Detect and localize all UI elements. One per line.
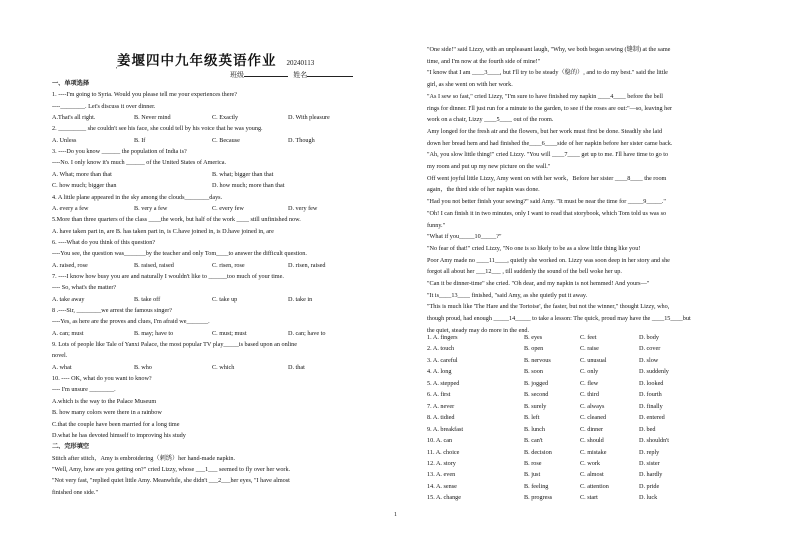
choice-option[interactable]: A. raised, rose: [52, 261, 88, 269]
question-line: 8 .----Sir, ________we arrest the famous singer?: [52, 307, 173, 314]
answer-option[interactable]: C. flew: [580, 379, 599, 387]
answer-option[interactable]: B. left: [524, 414, 540, 422]
question-line: 9. Lots of people like Tale of Yanxi Palace, the most popular TV play_____is based upon an online: [52, 341, 297, 349]
answer-option[interactable]: D. reply: [639, 448, 660, 456]
answer-option[interactable]: 5. A. stepped: [427, 379, 460, 387]
worksheet-title: [117, 49, 314, 69]
passage-line: girl, as she went on with her work.: [427, 81, 513, 89]
answer-option[interactable]: D. fourth: [639, 391, 662, 399]
choice-option[interactable]: B. raised, raised: [134, 261, 174, 269]
title-text: 姜堰四中九年级英语作业: [117, 53, 277, 68]
question-line: novel.: [52, 352, 68, 360]
choice-option[interactable]: A. What; more than that: [52, 170, 112, 178]
choice-option[interactable]: C. Exactly: [212, 114, 239, 122]
answer-option[interactable]: B. soon: [524, 368, 543, 376]
choice-option[interactable]: D. that: [288, 363, 305, 371]
choice-option[interactable]: C. take up: [212, 295, 238, 303]
question-line: ---- I'm unsure ________.: [52, 386, 116, 394]
stray-mark: ': [116, 66, 118, 74]
question-line: ----You see, the question was_______by the teacher and only Tom____to answer the difficult question.: [52, 250, 307, 258]
choice-option[interactable]: C. which: [212, 363, 235, 371]
section-heading: 一、单项选择: [52, 80, 90, 87]
answer-option[interactable]: D. finally: [639, 402, 663, 410]
choice-option[interactable]: C. must; must: [212, 329, 247, 337]
answer-option[interactable]: C. unusual: [580, 356, 607, 364]
choice-option[interactable]: A. take away: [52, 295, 85, 303]
question-line: 10. ---- OK, what do you want to know?: [52, 375, 152, 383]
question-line: ----________. Let's discuss it over dinner.: [52, 102, 156, 110]
name-blank[interactable]: [307, 69, 353, 77]
name-label: 姓名: [293, 71, 308, 79]
passage-line: "It is____13____ finished, "said Amy, as she quietly put it away.: [427, 291, 588, 299]
passage-line: again，the third side of her napkin was done.: [427, 186, 540, 194]
question-line: ----No. I only know it's much ______ of the United States of America.: [52, 159, 226, 167]
answer-option[interactable]: B. progress: [524, 494, 553, 502]
answer-option[interactable]: D. luck: [639, 494, 658, 502]
question-line: "Well, Amy, how are you getting on?" cried Lizzy, whose ___1___ seemed to fly over her work.: [52, 465, 291, 473]
answer-option[interactable]: D. suddenly: [639, 368, 669, 376]
answer-option[interactable]: C. should: [580, 437, 604, 445]
question-line: 4. A little plane appeared in the sky among the clouds________days.: [52, 193, 223, 201]
answer-option[interactable]: C. always: [580, 402, 605, 410]
answer-option[interactable]: C. dinner: [580, 425, 604, 433]
answer-option[interactable]: B. second: [524, 391, 549, 399]
answer-option[interactable]: 7. A. never: [427, 402, 455, 410]
answer-option[interactable]: C. start: [580, 494, 598, 502]
question-line: 1. ----I'm going to Syria. Would you please tell me your experiences there?: [52, 91, 238, 99]
class-blank[interactable]: [244, 69, 288, 77]
passage-line: "As I sew so fast," cried Lizzy, "I'm sure to have finished my napkin ____4____ before the bell: [427, 92, 663, 100]
answer-option[interactable]: D. body: [639, 334, 659, 341]
answer-option[interactable]: D. bed: [639, 425, 656, 433]
answer-option[interactable]: 6. A. first: [427, 391, 451, 399]
answer-option[interactable]: D. hardly: [639, 471, 663, 479]
answer-option[interactable]: C. third: [580, 391, 599, 399]
question-line: 7. ----I know how busy you are and naturally I wouldn't like to ______too much of your time.: [52, 272, 284, 280]
answer-option[interactable]: B. rose: [524, 459, 542, 467]
choice-option[interactable]: D. very few: [288, 204, 318, 212]
passage-line: "No fear of that!" cried Lizzy, "No one is so likely to be as a slow little thing like you!: [427, 244, 641, 252]
passage-line: "What if you_____10_____?": [427, 233, 502, 241]
title-date: 20240113: [286, 59, 315, 67]
question-line: C.that the couple have been married for a long time: [52, 420, 180, 428]
answer-option[interactable]: 1. A. fingers: [427, 334, 458, 341]
answer-option[interactable]: B. surely: [524, 402, 547, 410]
answer-option[interactable]: 14. A. sense: [427, 482, 457, 490]
question-line: 6. ----What do you think of this question?: [52, 238, 156, 246]
passage-line: "Can it be dinner-time" she cried. "Oh dear, and my napkin is not hemmed! And yours—": [427, 280, 650, 287]
question-line: ----Yes, as here are the proves and clues, I'm afraid we_______.: [52, 318, 210, 326]
choice-option[interactable]: D. can; have to: [288, 329, 326, 337]
answer-option[interactable]: 8. A. tidied: [427, 414, 455, 422]
answer-option[interactable]: C. mistake: [580, 448, 607, 456]
passage-line: rings for dinner. I'll just run for a minute to the garden, to see if the roses are out:"—so, leaving her: [427, 104, 673, 112]
question-line: B. how many colors were there in a rainbow: [52, 409, 162, 417]
question-line: A. have taken part in, are B. has taken part in, is C.have joined in, is D.have joined in, are: [52, 227, 274, 235]
choice-option[interactable]: D. Though: [288, 136, 315, 144]
choice-option[interactable]: A.That's all right.: [52, 114, 96, 122]
answer-option[interactable]: B. nervous: [524, 356, 551, 364]
answer-option[interactable]: C. work: [580, 459, 600, 467]
passage-line: "One side!" said Lizzy, with an unpleasant laugh, "Why, we both began sewing (缝制) at the same: [427, 46, 671, 53]
answer-option[interactable]: D. pride: [639, 482, 660, 490]
passage-line: Off went joyful little Lizzy, Amy went on with her work，Before her sister ____8____ the room: [427, 174, 667, 182]
answer-option[interactable]: D. entered: [639, 414, 665, 422]
answer-option[interactable]: D. cover: [639, 345, 661, 353]
passage-line: though proud, had enough _____14_____ to take a lesson: The quick, proud may have the ____15____but: [427, 315, 691, 323]
answer-option[interactable]: 3. A. careful: [427, 356, 458, 364]
answer-option[interactable]: 11. A. choice: [427, 448, 460, 456]
answer-option[interactable]: D. sister: [639, 459, 660, 467]
choice-option[interactable]: A. can; must: [52, 329, 84, 337]
passage-line: "Ah, you slow little thing!" cried Lizzy. "You will ____7____ get up to me. I'll have time to go to: [427, 151, 669, 159]
passage-line: funny.": [427, 221, 446, 229]
answer-option[interactable]: B. decision: [524, 448, 552, 456]
answer-option[interactable]: B. just: [524, 471, 541, 479]
passage-line: "This is much like 'The Hare and the Tortoise', the faster, but not the winner," thought Lizzy, who,: [427, 303, 670, 311]
choice-option[interactable]: A. every a few: [52, 204, 89, 212]
answer-option[interactable]: D. looked: [639, 379, 664, 387]
choice-option[interactable]: A. Unless: [52, 136, 77, 144]
answer-option[interactable]: B. jogged: [524, 379, 549, 387]
answer-option[interactable]: D. shouldn't: [639, 437, 669, 445]
answer-option[interactable]: B. feeling: [524, 482, 549, 490]
choice-option[interactable]: A. what: [52, 363, 72, 371]
passage-line: Amy longed for the fresh air and the flowers, but her work must first be done. Steadily she laid: [427, 127, 663, 135]
passage-line: "I know that I am ____3____, but I'll try to be steady（稳的）, and to do my best." said the little: [427, 69, 668, 77]
passage-line: "Oh! I can finish it in two minutes, only I want to read that storybook, which Tom told us was so: [427, 209, 667, 217]
choice-option[interactable]: D. how much; more than that: [212, 182, 285, 190]
question-line: 3. ----Do you know ______ the population of India is?: [52, 148, 187, 156]
answer-option[interactable]: B. eyes: [524, 334, 543, 341]
passage-line: work on a chair, Lizzy ____5____ out of the room.: [427, 116, 554, 124]
answer-option[interactable]: C. only: [580, 368, 599, 376]
answer-option[interactable]: C. almost: [580, 471, 604, 479]
answer-option[interactable]: 4. A. long: [427, 368, 452, 376]
answer-option[interactable]: 2. A. touch: [427, 345, 455, 353]
question-line: 5.More than three quarters of the class ____the work, but half of the work ____ still unfinished now.: [52, 216, 301, 224]
answer-option[interactable]: D. slow: [639, 356, 659, 364]
choice-option[interactable]: C. how much; bigger than: [52, 182, 117, 190]
choice-option[interactable]: B. Never mind: [134, 114, 171, 122]
passage-line: my room and put up my new picture on the wall.": [427, 163, 551, 170]
choice-option[interactable]: D. With pleasure: [288, 114, 330, 122]
question-line: ---- So, what's the matter?: [52, 284, 117, 292]
answer-option[interactable]: 13. A. even: [427, 471, 456, 479]
choice-option[interactable]: B. If: [134, 136, 146, 144]
choice-option[interactable]: B. may; have to: [134, 329, 174, 337]
class-label: 班级: [230, 71, 244, 79]
question-line: D.what he has devoted himself to improving his study: [52, 431, 186, 439]
answer-option[interactable]: C. raise: [580, 345, 599, 353]
passage-line: Poor Amy made no ____11____, quietly she worked on. Lizzy was soon deep in her story and she: [427, 256, 670, 264]
answer-option[interactable]: B. can't: [524, 437, 543, 445]
question-line: Stitch after stitch，Amy is embroidering（刺绣）her hand-made napkin.: [52, 454, 236, 462]
choice-option[interactable]: D. take in: [288, 295, 313, 303]
passage-line: the quiet, steady may do more in the end.: [427, 326, 530, 334]
answer-option[interactable]: C. cleaned: [580, 414, 607, 422]
choice-option[interactable]: C. Because: [212, 136, 240, 144]
choice-option[interactable]: C. every few: [212, 204, 244, 212]
choice-option[interactable]: B. take off: [134, 295, 161, 303]
choice-option[interactable]: D. risen, raised: [288, 261, 326, 269]
choice-option[interactable]: B. what; bigger than that: [212, 170, 274, 178]
answer-option[interactable]: C. feet: [580, 334, 597, 341]
page-number: 1: [394, 512, 397, 518]
question-line: finished one side.": [52, 488, 99, 496]
answer-option[interactable]: 10. A. can: [427, 437, 453, 445]
choice-option[interactable]: C. risen, rose: [212, 261, 245, 269]
answer-option[interactable]: B. open: [524, 345, 544, 353]
section-heading: 二、完形填空: [52, 443, 90, 451]
passage-line: down her bread hem and had finished the____6____side of her napkin before her sister came back.: [427, 139, 673, 147]
choice-option[interactable]: B. who: [134, 363, 152, 371]
student-info-fields: [230, 69, 353, 80]
answer-option[interactable]: 9. A. breakfast: [427, 425, 464, 433]
passage-line: "Had you not better finish your sewing?" said Amy. "It must be near the time for _____9_____.": [427, 198, 666, 206]
question-line: A.which is the way to the Palace Museum: [52, 397, 157, 405]
answer-option[interactable]: 12. A. story: [427, 459, 456, 467]
answer-option[interactable]: C. attention: [580, 482, 609, 490]
passage-line: time, and I'm now at the fourth side of mine!": [427, 57, 541, 65]
answer-option[interactable]: 15. A. change: [427, 494, 462, 502]
answer-option[interactable]: B. lunch: [524, 425, 545, 433]
passage-line: forgot all about her ___12___ , till suddenly the sound of the bell woke her up.: [427, 268, 622, 276]
question-line: 2. _________ she couldn't see his face, she could tell by his voice that he was young.: [52, 125, 263, 133]
question-line: "Not very fast, "replied quiet little Amy. Meanwhile, she didn't ___2___her eyes, "I have almost: [52, 477, 290, 485]
choice-option[interactable]: B. very a few: [134, 204, 168, 212]
